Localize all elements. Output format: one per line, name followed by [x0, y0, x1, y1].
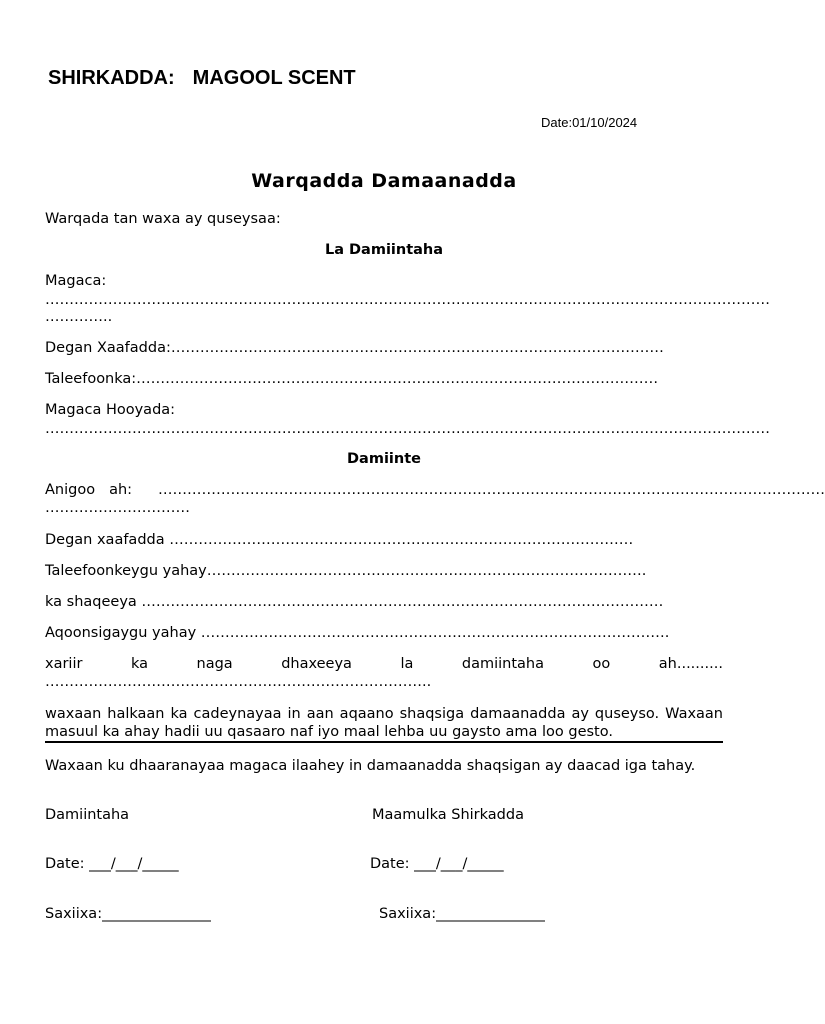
relation-word: xariir	[45, 656, 83, 672]
left-signature-field[interactable]: Saxiixa:_______________	[45, 906, 211, 922]
divider-line	[45, 741, 723, 743]
relation-word: naga	[196, 656, 233, 672]
iam-word: ah:	[109, 482, 133, 498]
guarantor-phone-field[interactable]: Taleefoonkeygu yahay……………………………………………………………………………….	[45, 563, 647, 579]
work-field[interactable]: ka shaqeeya ………………………………………………………………………………………………	[45, 594, 664, 610]
name-field-line-2[interactable]: …………..	[45, 309, 113, 325]
iam-word: Anigoo	[45, 482, 96, 498]
intro-text: Warqada tan waxa ay quseysaa:	[45, 211, 281, 227]
relation-word: oo	[592, 656, 611, 672]
guarantor-section-heading: Damiinte	[347, 451, 421, 467]
relation-word: la	[400, 656, 414, 672]
mother-name-label: Magaca Hooyada:	[45, 402, 176, 418]
id-field[interactable]: Aqoonsigaygu yahay …………………………………………………………………………………….	[45, 625, 670, 641]
company-name: MAGOOL SCENT	[192, 67, 356, 89]
statement-responsibility: waxaan halkaan ka cadeynayaa in aan aqaano shaqsiga damaanadda ay quseyso. Waxaan masuul ka ahay hadii uu qasaaro naf iyo maal lehba uu gaysto ama loo gesto.	[45, 706, 723, 740]
relation-word: damiintaha	[461, 656, 544, 672]
company-label: SHIRKADDA:	[48, 67, 175, 89]
relation-line	[45, 656, 723, 672]
right-signature-field[interactable]: Saxiixa:_______________	[379, 906, 545, 922]
statement-oath: Waxaan ku dhaaranayaa magaca ilaahey in damaanadda shaqsigan ay daacad iga tahay.	[45, 758, 696, 774]
signature-role-management: Maamulka Shirkadda	[372, 807, 524, 823]
iam-label	[45, 482, 132, 498]
right-date-field[interactable]: Date: ___/___/_____	[370, 856, 504, 872]
relation-word: ka	[130, 656, 148, 672]
relation-word: dhaxeeya	[281, 656, 352, 672]
guarantor-address-field[interactable]: Degan xaafadda ……………………………………………………………………………………	[45, 532, 634, 548]
address-field[interactable]: Degan Xaafadda:…………………………………………………………………………………………	[45, 340, 664, 356]
document-date: Date:01/10/2024	[541, 115, 638, 130]
phone-field[interactable]: Taleefoonka:………………………………………………………………………………………………	[45, 371, 659, 387]
iam-field-line-2[interactable]: …………………………	[45, 500, 190, 516]
left-date-field[interactable]: Date: ___/___/_____	[45, 856, 179, 872]
name-label: Magaca:	[45, 273, 107, 289]
name-field-line-1[interactable]: ……………………………………………………………………………………………………………………………………	[45, 292, 770, 308]
document-title: Warqadda Damaanadda	[251, 170, 517, 192]
company-heading	[48, 67, 356, 90]
mother-name-field[interactable]: ……………………………………………………………………………………………………………………………………	[45, 421, 770, 437]
relation-field-line-2[interactable]: ……………………………………………………………………..	[45, 674, 432, 690]
signature-role-guarantee: Damiintaha	[45, 807, 130, 823]
relation-word[interactable]: ah..........	[658, 656, 723, 672]
guarantee-section-heading: La Damiintaha	[324, 242, 444, 258]
iam-field-line-1[interactable]: …………………………………………………………………………………………………………………………	[158, 482, 825, 498]
